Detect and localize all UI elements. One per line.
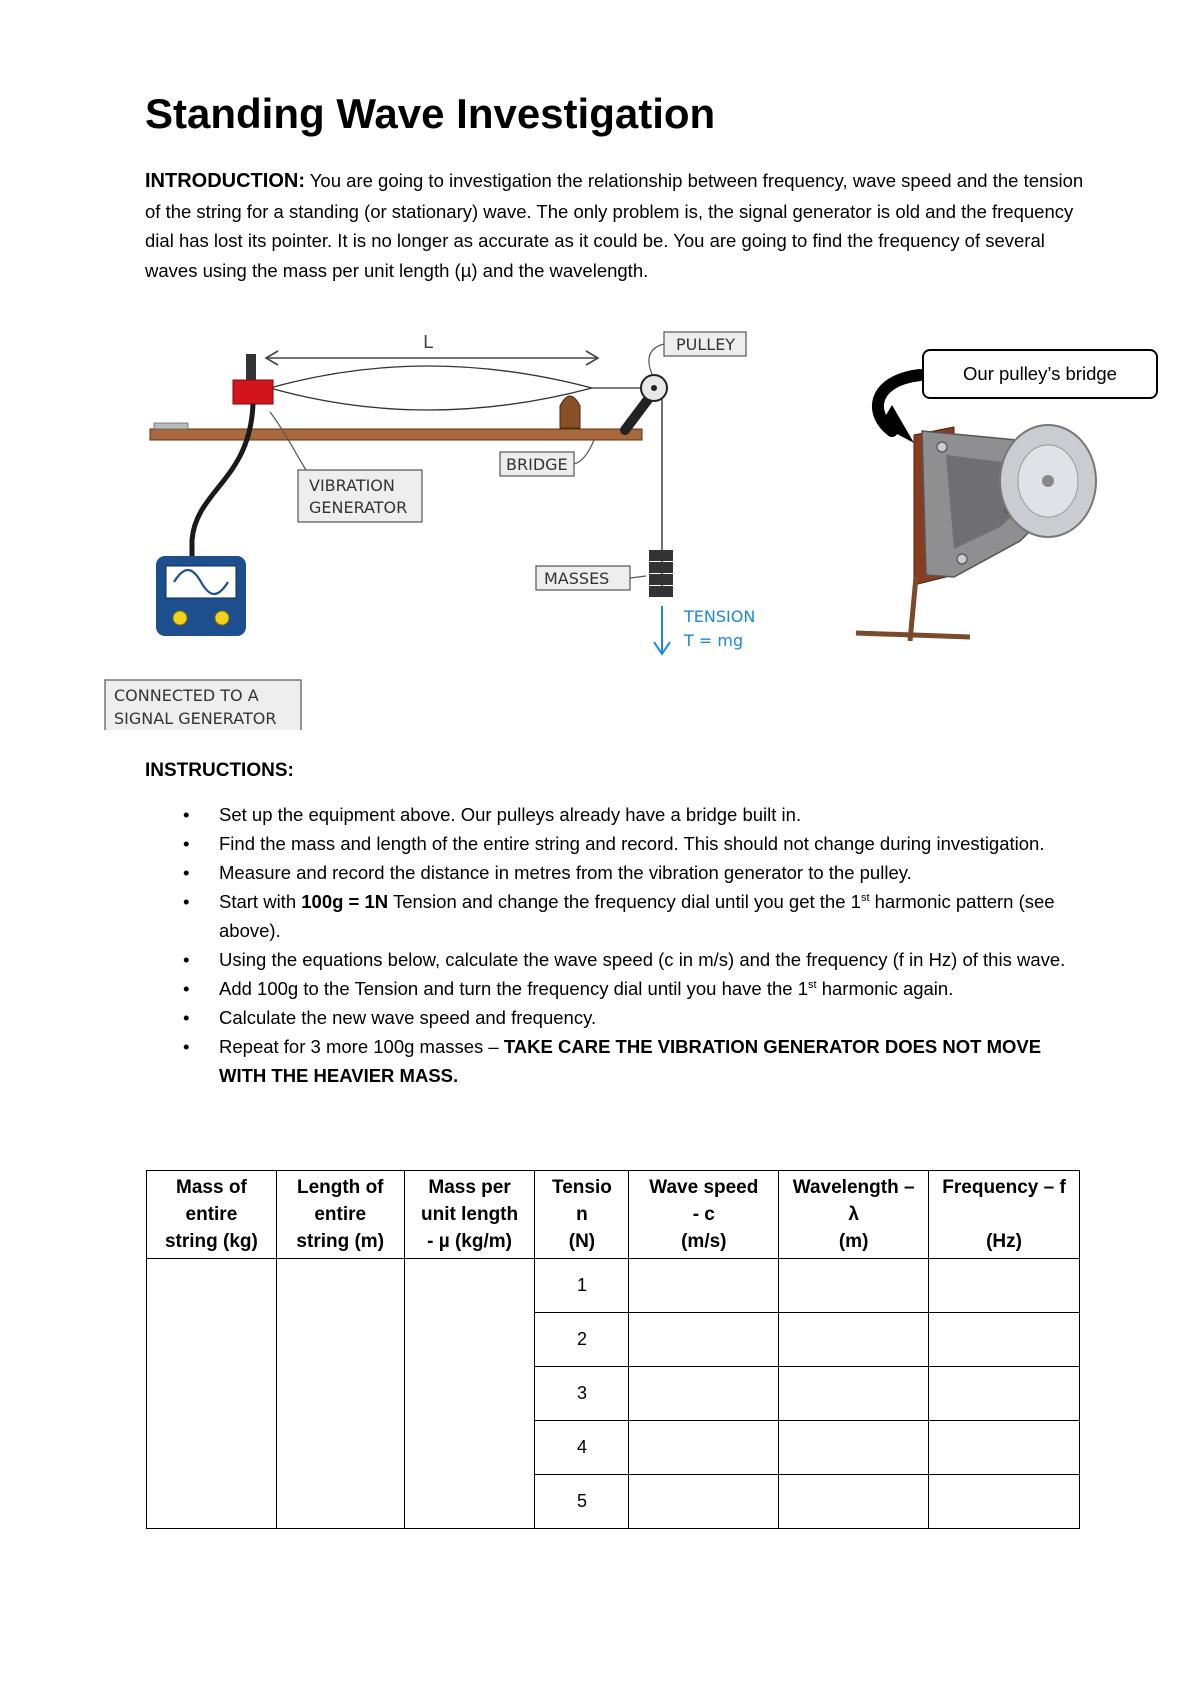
photo-clamp-handle (856, 633, 970, 637)
signal-generator-icon (156, 556, 246, 636)
wave-lower (270, 388, 592, 410)
header-frequency: Frequency – f (Hz) (929, 1171, 1080, 1259)
masses-label-arrow (630, 576, 646, 578)
masses-stack (649, 550, 673, 597)
tension-arrow (654, 606, 670, 654)
cell-wave-speed[interactable] (629, 1475, 779, 1529)
header-length-of-string: Length of entire string (m) (276, 1171, 404, 1259)
cell-wave-speed[interactable] (629, 1259, 779, 1313)
cell-wavelength[interactable] (779, 1421, 929, 1475)
header-mass-per-unit-length: Mass per unit length - µ (kg/m) (404, 1171, 535, 1259)
cell-mass-per-unit-length[interactable] (404, 1259, 535, 1529)
cell-tension: 1 (535, 1259, 629, 1313)
photo-caption: Our pulley’s bridge (963, 363, 1117, 384)
bullet-icon: • (183, 1007, 190, 1028)
bullet-icon: • (183, 833, 190, 854)
board-clamp (154, 423, 188, 429)
instruction-item: • Measure and record the distance in metres from the vibration generator to the pulley. (145, 858, 1075, 887)
cell-wavelength[interactable] (779, 1313, 929, 1367)
cell-wave-speed[interactable] (629, 1313, 779, 1367)
instruction-item: • Using the equations below, calculate the wave speed (c in m/s) and the frequency (f in Hz) of this wave. (145, 945, 1075, 974)
cell-tension: 5 (535, 1475, 629, 1529)
bridge-label: BRIDGE (506, 455, 568, 474)
cell-frequency[interactable] (929, 1475, 1080, 1529)
photo-clamp-screw (910, 577, 916, 641)
vibration-label-line1: VIBRATION (309, 476, 395, 495)
header-wavelength: Wavelength – λ (m) (779, 1171, 929, 1259)
cell-wavelength[interactable] (779, 1367, 929, 1421)
pulley-label-arrow (649, 344, 664, 374)
photo-caption-box (922, 349, 1158, 399)
cell-wavelength[interactable] (779, 1475, 929, 1529)
introduction-lead: INTRODUCTION: (145, 170, 305, 192)
signal-label-line1: CONNECTED TO A (114, 686, 259, 705)
cell-wavelength[interactable] (779, 1259, 929, 1313)
cell-frequency[interactable] (929, 1367, 1080, 1421)
wave-upper (270, 366, 592, 388)
photo-screw (957, 554, 967, 564)
header-mass-of-string: Mass of entire string (kg) (147, 1171, 277, 1259)
tension-label: TENSION (684, 607, 756, 626)
introduction-paragraph (145, 166, 1085, 285)
cell-tension: 3 (535, 1367, 629, 1421)
wooden-board (150, 429, 642, 440)
length-label: L (422, 332, 434, 353)
vibration-label-line2: GENERATOR (309, 498, 408, 517)
header-wave-speed: Wave speed - c (m/s) (629, 1171, 779, 1259)
caption-arrow-head (880, 405, 914, 443)
introduction-text: You are going to investigation the relationship between frequency, wave speed and the tension of the string for a standing (or stationary) wave. The only problem is, the signal generator is old and the frequency dial has lost its pointer. It is no longer as accurate as it could be. You are going to find the frequency of several waves using the mass per unit length (µ) and the wavelength. (145, 170, 1084, 281)
cell-frequency[interactable] (929, 1313, 1080, 1367)
page-title: Standing Wave Investigation (145, 90, 716, 137)
pulley-icon (625, 375, 667, 430)
bridge-block (560, 396, 580, 428)
cell-length-of-string[interactable] (276, 1259, 404, 1529)
instruction-item: • Repeat for 3 more 100g masses – TAKE CARE THE VIBRATION GENERATOR DOES NOT MOVE WITH THE HEAVIER MASS. (145, 1032, 1075, 1090)
bullet-icon: • (183, 978, 190, 999)
length-arrow (266, 351, 598, 365)
photo-screw (937, 442, 947, 452)
bullet-icon: • (183, 1036, 190, 1057)
apparatus-diagram (100, 330, 820, 730)
vibration-label-arrow (270, 412, 306, 470)
instructions-heading: INSTRUCTIONS: (145, 760, 294, 781)
tension-equation: T = mg (684, 631, 744, 650)
instruction-item: • Start with 100g = 1N Tension and change the frequency dial until you get the 1st harmonic pattern (see above). (145, 887, 1075, 945)
table-header-row (147, 1171, 1080, 1259)
cell-wave-speed[interactable] (629, 1367, 779, 1421)
instruction-item: • Set up the equipment above. Our pulleys already have a bridge built in. (145, 800, 1075, 829)
photo-pulley-axle (1042, 475, 1054, 487)
cell-frequency[interactable] (929, 1259, 1080, 1313)
cell-wave-speed[interactable] (629, 1421, 779, 1475)
table-row (147, 1259, 1080, 1313)
instruction-item: • Calculate the new wave speed and frequency. (145, 1003, 1075, 1032)
generator-cable (192, 404, 253, 558)
masses-label: MASSES (544, 569, 610, 588)
bridge-label-arrow (574, 440, 594, 464)
vibration-generator (233, 380, 273, 404)
pulley-label: PULLEY (676, 335, 736, 354)
bullet-icon: • (183, 804, 190, 825)
cell-frequency[interactable] (929, 1421, 1080, 1475)
signal-label-line2: SIGNAL GENERATOR (114, 709, 277, 728)
instruction-item: • Find the mass and length of the entire string and record. This should not change during investigation. (145, 829, 1075, 858)
bullet-icon: • (183, 862, 190, 883)
header-tension: Tensio n (N) (535, 1171, 629, 1259)
bullet-icon: • (183, 891, 190, 912)
bullet-icon: • (183, 949, 190, 970)
cell-tension: 4 (535, 1421, 629, 1475)
instructions-list (145, 800, 1075, 1090)
results-table (146, 1170, 1080, 1529)
instruction-item: • Add 100g to the Tension and turn the frequency dial until you have the 1st harmonic again. (145, 974, 1075, 1003)
cell-mass-of-string[interactable] (147, 1259, 277, 1529)
cell-tension: 2 (535, 1313, 629, 1367)
